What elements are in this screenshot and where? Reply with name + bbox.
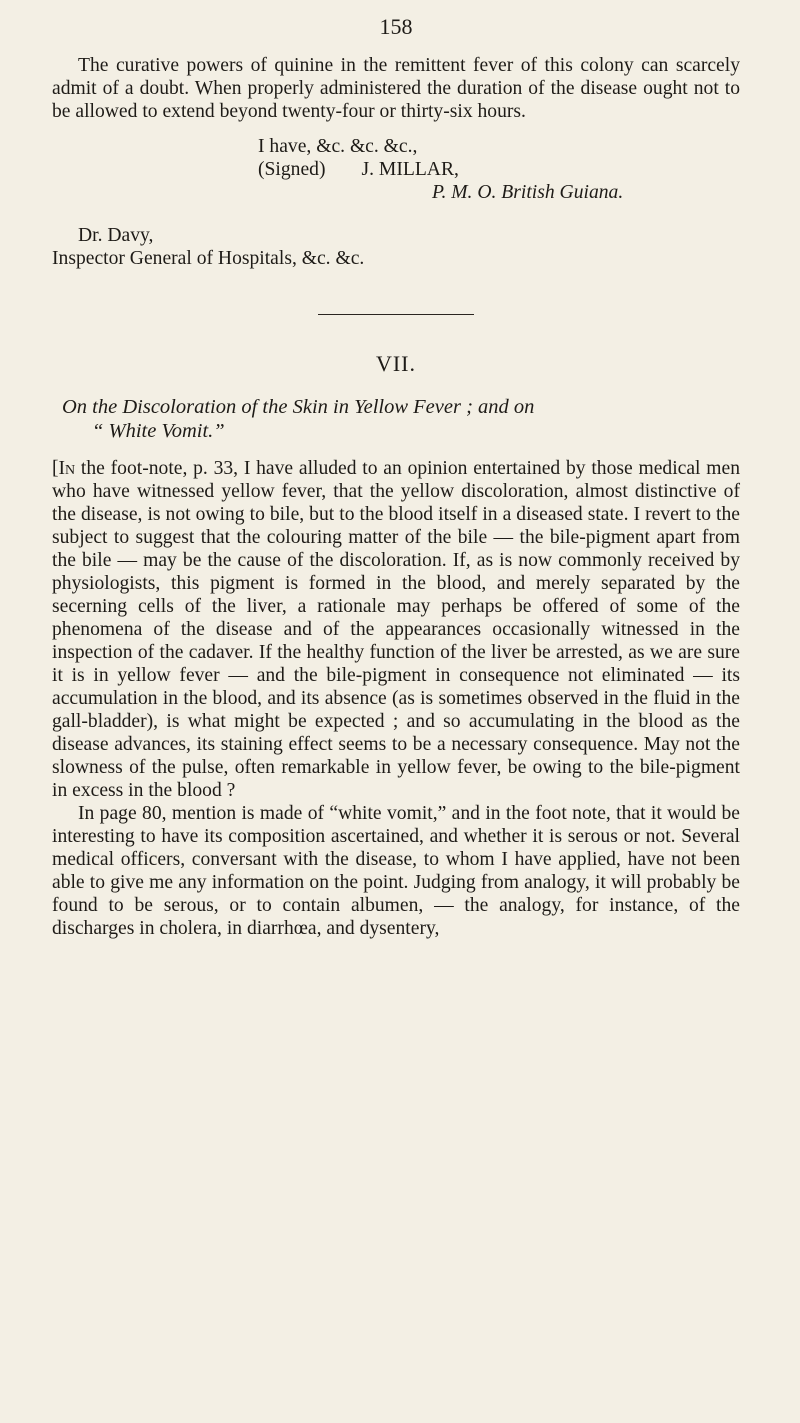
signature-closing: I have, &c. &c. &c., <box>258 136 418 157</box>
signatory-title: P. M. O. British Guiana. <box>432 182 624 203</box>
section-title <box>52 395 740 443</box>
section-number: VII. <box>375 351 417 376</box>
section-divider <box>318 314 474 315</box>
addressee-title: Inspector General of Hospitals, &c. &c. <box>52 248 365 269</box>
body-paragraph-1 <box>52 457 740 802</box>
signatory-name: J. MILLAR, <box>361 159 459 180</box>
paragraph-open-bracket: [ <box>52 458 59 479</box>
paragraph-lead-word: In <box>58 458 76 479</box>
signature-line <box>52 158 740 181</box>
page-number: 158 <box>379 14 413 39</box>
signed-label: (Signed) <box>258 159 326 180</box>
intro-paragraph: The curative powers of quinine in the remittent fever of this colony can scarcely admit of a doubt. When properly administered the duration of the disease ought not to be allowed to extend beyond twenty-four or thirty-six hours. <box>52 55 740 122</box>
body-paragraph-1-text: the foot-note, p. 33, I have alluded to an opinion entertained by those medical men who have witnessed yellow fever, that the yellow discoloration, almost distinctive of the disease, is not owing to bile, but to the blood itself in a diseased state. I revert to the subject to suggest that the colouring matter of the bile — the bile-pigment apart from the bile — may be the cause of the discoloration. If, as is now commonly received by physiologists, this pigment is formed in the blood, and merely separated by the secerning cells of the liver, a rationale may perhaps be offered of some of the phenomena of the disease and of the appearances occasionally witnessed in the inspection of the cadaver. If the healthy function of the liver be arrested, as we are sure it is in yellow fever — and the bile-pigment in consequence not eliminated — its accumulation in the blood, and its absence (as is sometimes observed in the fluid in the gall-bladder), is what might be expected ; and so accumulating in the blood as the disease advances, its staining effect seems to be a necessary consequence. May not the slowness of the pulse, often remarkable in yellow fever, be owing to the bile-pigment in excess in the blood ? <box>52 458 740 801</box>
body-paragraph-2: In page 80, mention is made of “white vomit,” and in the foot note, that it would be interesting to have its composition ascertained, and whether it is serous or not. Several medical officers, conversant with the disease, to whom I have applied, have not been able to give me any information on the point. Judging from analogy, it will probably be found to be serous, or to contain albumen, — the analogy, for instance, of the discharges in cholera, in diarrhœa, and dysentery, <box>52 803 740 939</box>
section-title-line-2: “ White Vomit.” <box>92 420 225 442</box>
addressee-name: Dr. Davy, <box>78 225 154 246</box>
section-title-line-1: On the Discoloration of the Skin in Yellow Fever ; and on <box>62 396 535 418</box>
